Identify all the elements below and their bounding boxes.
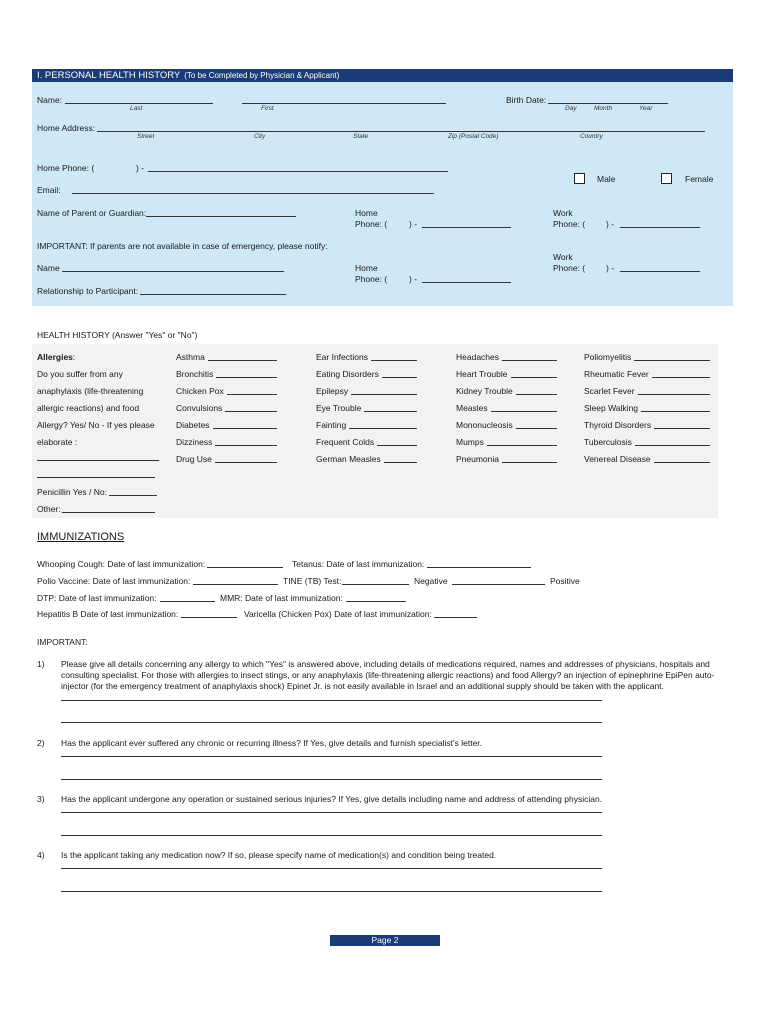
q3-number: 3) — [37, 794, 45, 804]
polio-field[interactable] — [193, 584, 278, 585]
parent-work-phone-field[interactable] — [620, 227, 700, 228]
condition-answer-field[interactable] — [654, 462, 710, 463]
q4-answer-line-2[interactable] — [61, 891, 602, 892]
health-history-title: HEALTH HISTORY (Answer "Yes" or "No") — [37, 330, 198, 340]
parent-home-phone-label: Phone: ( — [355, 219, 388, 229]
parent-work-phone-label: Phone: ( — [553, 219, 586, 229]
q1-answer-line-2[interactable] — [61, 722, 602, 723]
emergency-home-phone-separator: ) - — [409, 274, 418, 284]
last-caption: Last — [130, 105, 143, 112]
condition-answer-field[interactable] — [516, 394, 557, 395]
condition-label: Headaches — [456, 352, 500, 362]
tetanus-field[interactable] — [427, 567, 531, 568]
parent-work-phone-separator: ) - — [606, 219, 615, 229]
birth-date-field[interactable] — [548, 103, 668, 104]
emergency-name-field[interactable] — [62, 271, 284, 272]
allergy-question-line: elaborate : — [37, 437, 78, 447]
condition-label: Eye Trouble — [316, 403, 362, 413]
mmr-field[interactable] — [346, 601, 406, 602]
section-title: I. PERSONAL HEALTH HISTORY — [37, 70, 181, 81]
q4-text: Is the applicant taking any medication now? If so, please specify name of medication(s) and condition being treated. — [61, 850, 497, 860]
condition-label: Measles — [456, 403, 488, 413]
condition-answer-field[interactable] — [216, 377, 277, 378]
parent-guardian-label: Name of Parent or Guardian: — [37, 208, 147, 218]
q1-text — [61, 659, 731, 692]
condition-answer-field[interactable] — [502, 462, 557, 463]
varicella-label: Varicella (Chicken Pox) Date of last immunization: — [244, 609, 432, 619]
parent-guardian-field[interactable] — [146, 216, 296, 217]
condition-label: Thyroid Disorders — [584, 420, 652, 430]
email-label: Email: — [37, 185, 61, 195]
first-caption: First — [261, 105, 274, 112]
home-address-field[interactable] — [97, 131, 705, 132]
female-checkbox[interactable] — [661, 173, 672, 184]
first-name-field[interactable] — [242, 103, 446, 104]
condition-label: Bronchitis — [176, 369, 214, 379]
positive-label: Positive — [550, 576, 580, 586]
immunizations-title: IMMUNIZATIONS — [37, 531, 125, 543]
condition-answer-field[interactable] — [382, 377, 417, 378]
condition-answer-field[interactable] — [502, 360, 557, 361]
personal-info-panel — [32, 82, 733, 306]
male-label: Male — [597, 174, 616, 184]
month-caption: Month — [594, 105, 613, 112]
street-caption: Street — [137, 133, 155, 140]
other-field[interactable] — [62, 512, 155, 513]
condition-label: Mumps — [456, 437, 484, 447]
condition-answer-field[interactable] — [371, 360, 417, 361]
home-address-label: Home Address: — [37, 123, 96, 133]
condition-answer-field[interactable] — [487, 445, 557, 446]
condition-label: Diabetes — [176, 420, 210, 430]
condition-label: Tuberculosis — [584, 437, 632, 447]
parent-home-phone-separator: ) - — [409, 219, 418, 229]
country-caption: Country — [580, 133, 603, 140]
allergy-question-line: Do you suffer from any — [37, 369, 123, 379]
relationship-label: Relationship to Participant: — [37, 286, 139, 296]
q2-text: Has the applicant ever suffered any chronic or recurring illness? If Yes, give details and furnish specialist's letter. — [61, 738, 483, 748]
emergency-work-phone-label: Phone: ( — [553, 263, 586, 273]
zip-caption: Zip (Postal Code) — [448, 133, 499, 140]
condition-label: Heart Trouble — [456, 369, 508, 379]
home-phone-label: Home Phone: ( — [37, 163, 95, 173]
condition-label: Epilepsy — [316, 386, 349, 396]
condition-answer-field[interactable] — [384, 462, 417, 463]
q1-text-line: Please give all details concerning any allergy to which "Yes" is answered above, including details of medications required, names and addresses of physicians, hospitals and — [61, 659, 710, 669]
penicillin-field[interactable] — [109, 495, 157, 496]
parent-home-phone-field[interactable] — [422, 227, 511, 228]
female-label: Female — [685, 174, 714, 184]
condition-label: Venereal Disease — [584, 454, 651, 464]
q1-number: 1) — [37, 659, 45, 669]
condition-label: Frequent Colds — [316, 437, 375, 447]
condition-label: Convulsions — [176, 403, 223, 413]
emergency-work-phone-field[interactable] — [620, 271, 700, 272]
condition-answer-field[interactable] — [516, 428, 557, 429]
birth-date-label: Birth Date: — [506, 95, 547, 105]
q4-answer-line-1[interactable] — [61, 868, 602, 869]
tine-field[interactable] — [342, 584, 409, 585]
home-phone-separator: ) - — [136, 163, 145, 173]
condition-answer-field[interactable] — [213, 428, 277, 429]
relationship-field[interactable] — [140, 294, 286, 295]
condition-answer-field[interactable] — [491, 411, 557, 412]
q3-answer-line-1[interactable] — [61, 812, 602, 813]
q3-text: Has the applicant undergone any operation or sustained serious injuries? If Yes, give details including name and address of attending physician. — [61, 794, 603, 804]
emergency-name-label: Name — [37, 263, 60, 273]
home-phone-field[interactable] — [148, 171, 448, 172]
condition-label: Poliomyelitis — [584, 352, 632, 362]
emergency-work-label: Work — [553, 252, 573, 262]
page-number: Page 2 — [330, 935, 440, 946]
section-header — [32, 69, 733, 82]
other-label: Other: — [37, 504, 61, 514]
name-label: Name: — [37, 95, 63, 105]
last-name-field[interactable] — [65, 103, 213, 104]
condition-answer-field[interactable] — [654, 428, 710, 429]
allergy-elaborate-field-2[interactable] — [37, 477, 155, 478]
condition-label: Fainting — [316, 420, 347, 430]
q1-text-line: consulting specialist. For those with allergies to insect stings, or any anaphylaxis (life-threatening allergic reactions) and food Allergy? an injection of epinephrine EpiPen auto- — [61, 670, 715, 680]
condition-answer-field[interactable] — [635, 445, 710, 446]
varicella-field[interactable] — [434, 617, 477, 618]
q2-number: 2) — [37, 738, 45, 748]
q2-answer-line-1[interactable] — [61, 756, 602, 757]
emergency-notice: IMPORTANT: If parents are not available in case of emergency, please notify: — [37, 241, 328, 251]
day-caption: Day — [565, 105, 577, 112]
condition-label: Rheumatic Fever — [584, 369, 649, 379]
negative-field[interactable] — [452, 584, 545, 585]
hepb-label: Hepatitis B Date of last immunization: — [37, 609, 179, 619]
emergency-home-label: Home — [355, 263, 378, 273]
hepb-field[interactable] — [181, 617, 237, 618]
q3-answer-line-2[interactable] — [61, 835, 602, 836]
q1-text-line: injector (for the emergency treatment of anaphylaxis shock) Epinet Jr. is not easily available in Israel and an additional supply should be taken with the applicant. — [61, 681, 664, 691]
male-checkbox[interactable] — [574, 173, 585, 184]
condition-answer-field[interactable] — [638, 394, 710, 395]
allergies-label: Allergies: — [37, 352, 76, 362]
condition-answer-field[interactable] — [351, 394, 417, 395]
condition-label: Dizziness — [176, 437, 213, 447]
negative-label: Negative — [414, 576, 448, 586]
allergy-elaborate-field-1[interactable] — [37, 460, 159, 461]
condition-answer-field[interactable] — [511, 377, 557, 378]
emergency-home-phone-label: Phone: ( — [355, 274, 388, 284]
allergy-question-line: anaphylaxis (life-threatening — [37, 386, 144, 396]
condition-answer-field[interactable] — [377, 445, 417, 446]
condition-answer-field[interactable] — [225, 411, 277, 412]
important-label: IMPORTANT: — [37, 637, 88, 647]
condition-label: Mononucleosis — [456, 420, 513, 430]
tetanus-label: Tetanus: Date of last immunization: — [292, 559, 425, 569]
allergy-question-line: allergic reactions) and food — [37, 403, 140, 413]
email-field[interactable] — [72, 193, 434, 194]
emergency-home-phone-field[interactable] — [422, 282, 511, 283]
tine-label: TINE (TB) Test: — [283, 576, 342, 586]
condition-answer-field[interactable] — [349, 428, 417, 429]
condition-answer-field[interactable] — [652, 377, 710, 378]
allergy-question-line: Allergy? Yes/ No - If yes please — [37, 420, 155, 430]
condition-label: Ear Infections — [316, 352, 368, 362]
city-caption: City — [254, 133, 266, 140]
condition-label: Eating Disorders — [316, 369, 379, 379]
condition-label: Scarlet Fever — [584, 386, 635, 396]
condition-answer-field[interactable] — [227, 394, 277, 395]
condition-label: Pneumonia — [456, 454, 500, 464]
condition-label: Drug Use — [176, 454, 212, 464]
emergency-work-phone-separator: ) - — [606, 263, 615, 273]
condition-label: Asthma — [176, 352, 205, 362]
condition-label: Sleep Walking — [584, 403, 639, 413]
parent-work-label: Work — [553, 208, 573, 218]
year-caption: Year — [639, 105, 653, 112]
condition-answer-field[interactable] — [215, 462, 277, 463]
dtp-field[interactable] — [160, 601, 215, 602]
penicillin-label: Penicillin Yes / No: — [37, 487, 107, 497]
whooping-field[interactable] — [207, 567, 283, 568]
q1-answer-line-1[interactable] — [61, 700, 602, 701]
condition-answer-field[interactable] — [641, 411, 710, 412]
parent-home-label: Home — [355, 208, 378, 218]
polio-label: Polio Vaccine: Date of last immunization: — [37, 576, 191, 586]
condition-label: German Measles — [316, 454, 381, 464]
condition-answer-field[interactable] — [364, 411, 417, 412]
condition-answer-field[interactable] — [215, 445, 277, 446]
dtp-label: DTP: Date of last immunization: — [37, 593, 157, 603]
condition-label: Kidney Trouble — [456, 386, 513, 396]
q4-number: 4) — [37, 850, 45, 860]
whooping-label: Whooping Cough: Date of last immunization: — [37, 559, 206, 569]
q2-answer-line-2[interactable] — [61, 779, 602, 780]
mmr-label: MMR: Date of last immunization: — [220, 593, 343, 603]
condition-answer-field[interactable] — [634, 360, 710, 361]
state-caption: State — [353, 133, 369, 140]
condition-label: Chicken Pox — [176, 386, 224, 396]
section-subtitle: (To be Completed by Physician & Applicant) — [184, 71, 340, 80]
condition-answer-field[interactable] — [208, 360, 277, 361]
